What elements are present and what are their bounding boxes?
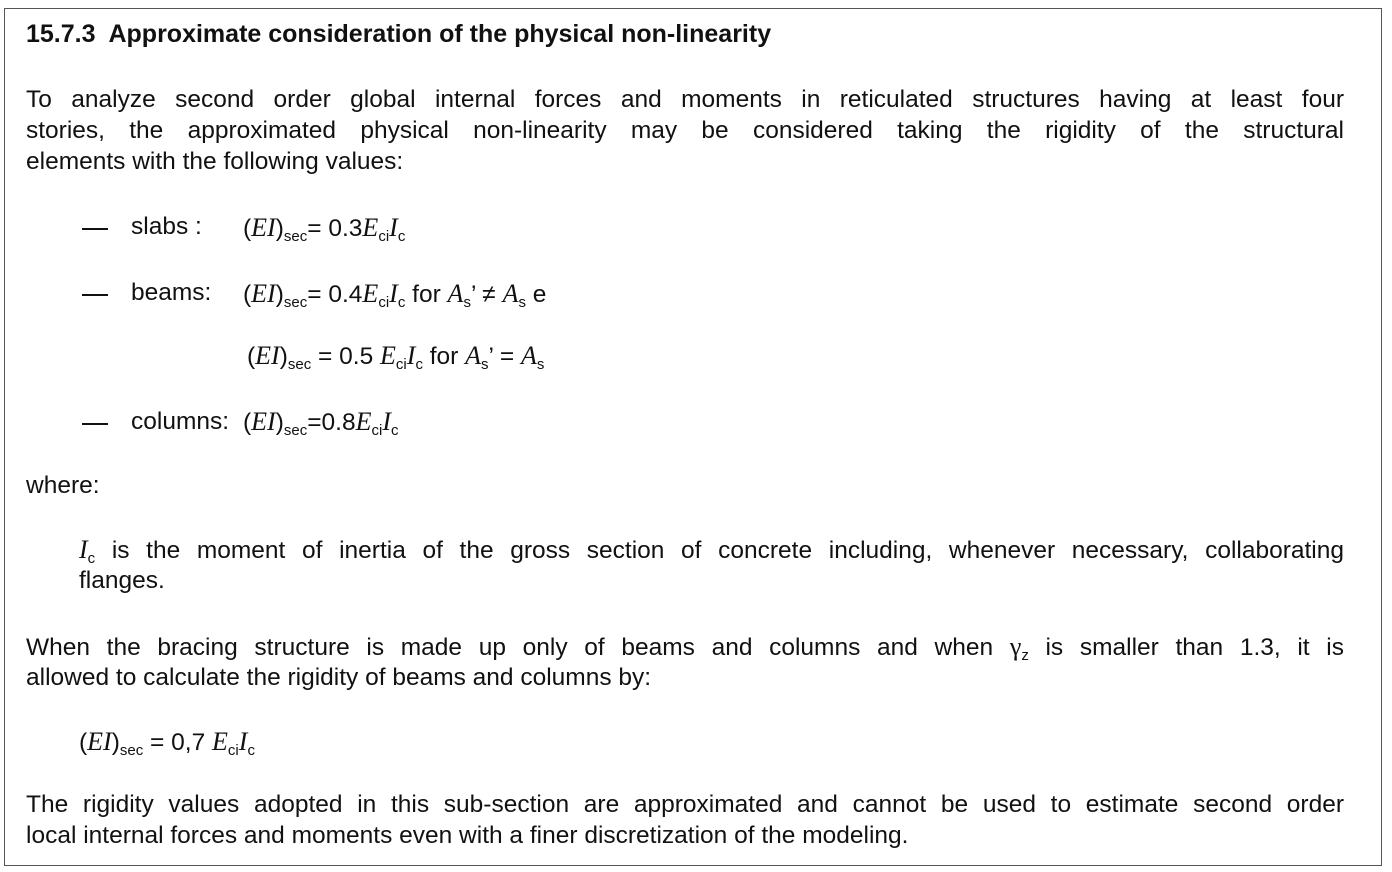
definition-line-2: flanges. — [79, 567, 165, 594]
slabs-label: slabs : — [131, 213, 202, 240]
section-number: 15.7.3 — [26, 20, 96, 48]
closing-line-1: The rigidity values adopted in this sub-section are approximated and cannot be used to estimate second order — [26, 791, 1344, 818]
definition-line-1: $I_c$ is the moment of inertia of the gross section of concrete including, whenever necessary, collaborating — [79, 535, 1344, 567]
intro-line-2: stories, the approximated physical non-linearity may be considered taking the rigidity of the structural — [26, 117, 1344, 144]
columns-label: columns: — [131, 408, 230, 435]
bracing-line-1: When the bracing structure is made up only of beams and columns and when $\gamma_z$ is smaller than 1.3, it is — [26, 632, 1344, 664]
list-dash — [82, 294, 108, 296]
closing-line-2: local internal forces and moments even with a finer discretization of the modeling. — [26, 822, 909, 849]
list-dash — [82, 423, 108, 425]
bracing-formula: $(EI)_{sec} = 0,7$ $E_{ci}I_c$ — [79, 727, 255, 759]
columns-formula: $(EI)_{sec}=0.8E_{ci}I_c$ — [243, 407, 399, 439]
beams-label: beams: — [131, 279, 212, 306]
beams-formula-1: $(EI)_{sec}= 0.4E_{ci}I_c$ for $A_s$’ ≠ $A_s$ e — [243, 279, 547, 311]
section-heading — [26, 20, 771, 49]
bracing-line-2: allowed to calculate the rigidity of beams and columns by: — [26, 664, 652, 691]
section-title: Approximate consideration of the physical non-linearity — [108, 20, 772, 48]
slabs-formula: $(EI)_{sec}= 0.3E_{ci}I_c$ — [243, 213, 406, 245]
list-dash — [82, 228, 108, 230]
where-label: where: — [26, 472, 100, 499]
intro-line-3: elements with the following values: — [26, 148, 404, 175]
intro-line-1: To analyze second order global internal forces and moments in reticulated structures having at least four — [26, 86, 1344, 113]
beams-formula-2: $(EI)_{sec} = 0.5$ $E_{ci}I_c$ for $A_s$’ = $A_s$ — [247, 341, 545, 373]
